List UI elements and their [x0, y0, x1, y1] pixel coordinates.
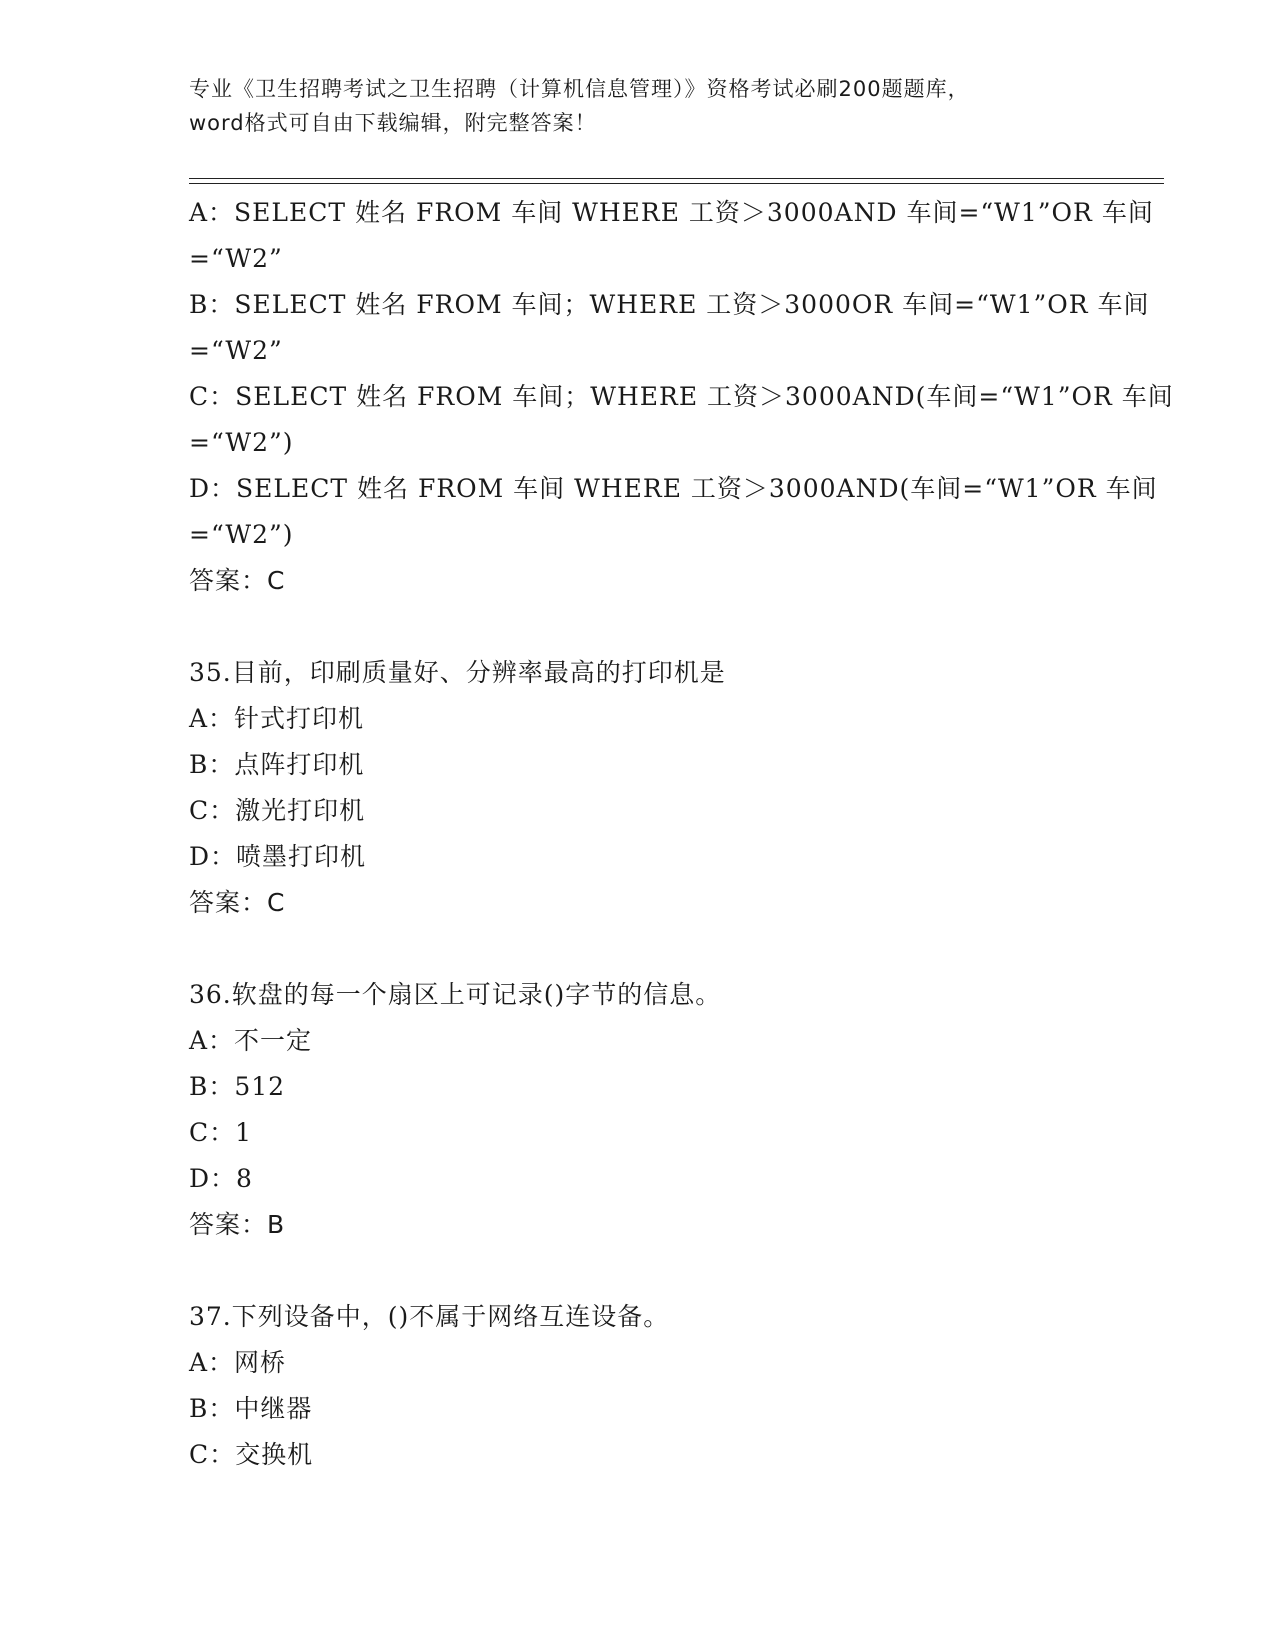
q34-option-a-cont: =“W2”: [189, 244, 283, 273]
header-title-line-1: 专业《卫生招聘考试之卫生招聘（计算机信息管理）》资格考试必刷200题题库，: [189, 77, 970, 101]
q35-option-a: A：针式打印机: [189, 704, 365, 733]
q35-option-b: B：点阵打印机: [189, 750, 365, 779]
q34-option-d-cont: =“W2”): [189, 520, 294, 549]
q36-option-a: A：不一定: [189, 1026, 313, 1055]
q34-option-a: A：SELECT 姓名 FROM 车间 WHERE 工资＞3000AND 车间=“W1”OR 车间: [189, 198, 1154, 227]
q35-question: 35.目前，印刷质量好、分辨率最高的打印机是: [189, 658, 726, 687]
q37-option-a: A：网桥: [189, 1348, 287, 1377]
q35-answer: 答案：C: [189, 888, 286, 917]
q37-option-b: B：中继器: [189, 1394, 313, 1423]
q37-question: 37.下列设备中，()不属于网络互连设备。: [189, 1302, 670, 1331]
q34-option-b: B：SELECT 姓名 FROM 车间；WHERE 工资＞3000OR 车间=“W1”OR 车间: [189, 290, 1150, 319]
question-36: [189, 972, 1189, 1248]
spacer: [189, 926, 1189, 972]
q36-option-c: C：1: [189, 1118, 253, 1147]
q34-option-c: C：SELECT 姓名 FROM 车间；WHERE 工资＞3000AND(车间=“W1”OR 车间: [189, 382, 1174, 411]
q36-question: 36.软盘的每一个扇区上可记录()字节的信息。: [189, 980, 722, 1009]
q35-option-c: C：激光打印机: [189, 796, 366, 825]
question-content: [189, 190, 1189, 1478]
q34-answer: 答案：C: [189, 566, 286, 595]
q34-option-c-cont: =“W2”): [189, 428, 294, 457]
header-divider-top: [189, 178, 1164, 179]
header-divider-bottom: [189, 183, 1164, 184]
question-34: [189, 190, 1189, 604]
document-header: [189, 72, 1089, 140]
q37-option-c: C：交换机: [189, 1440, 314, 1469]
spacer: [189, 1248, 1189, 1294]
q34-option-b-cont: =“W2”: [189, 336, 283, 365]
header-title-line-2: word格式可自由下载编辑，附完整答案！: [189, 111, 597, 135]
q36-option-d: D：8: [189, 1164, 253, 1193]
question-37: [189, 1294, 1189, 1478]
q36-option-b: B：512: [189, 1072, 286, 1101]
spacer: [189, 604, 1189, 650]
q35-option-d: D：喷墨打印机: [189, 842, 367, 871]
q36-answer: 答案：B: [189, 1210, 286, 1239]
question-35: [189, 650, 1189, 926]
q34-option-d: D：SELECT 姓名 FROM 车间 WHERE 工资＞3000AND(车间=“W1”OR 车间: [189, 474, 1158, 503]
